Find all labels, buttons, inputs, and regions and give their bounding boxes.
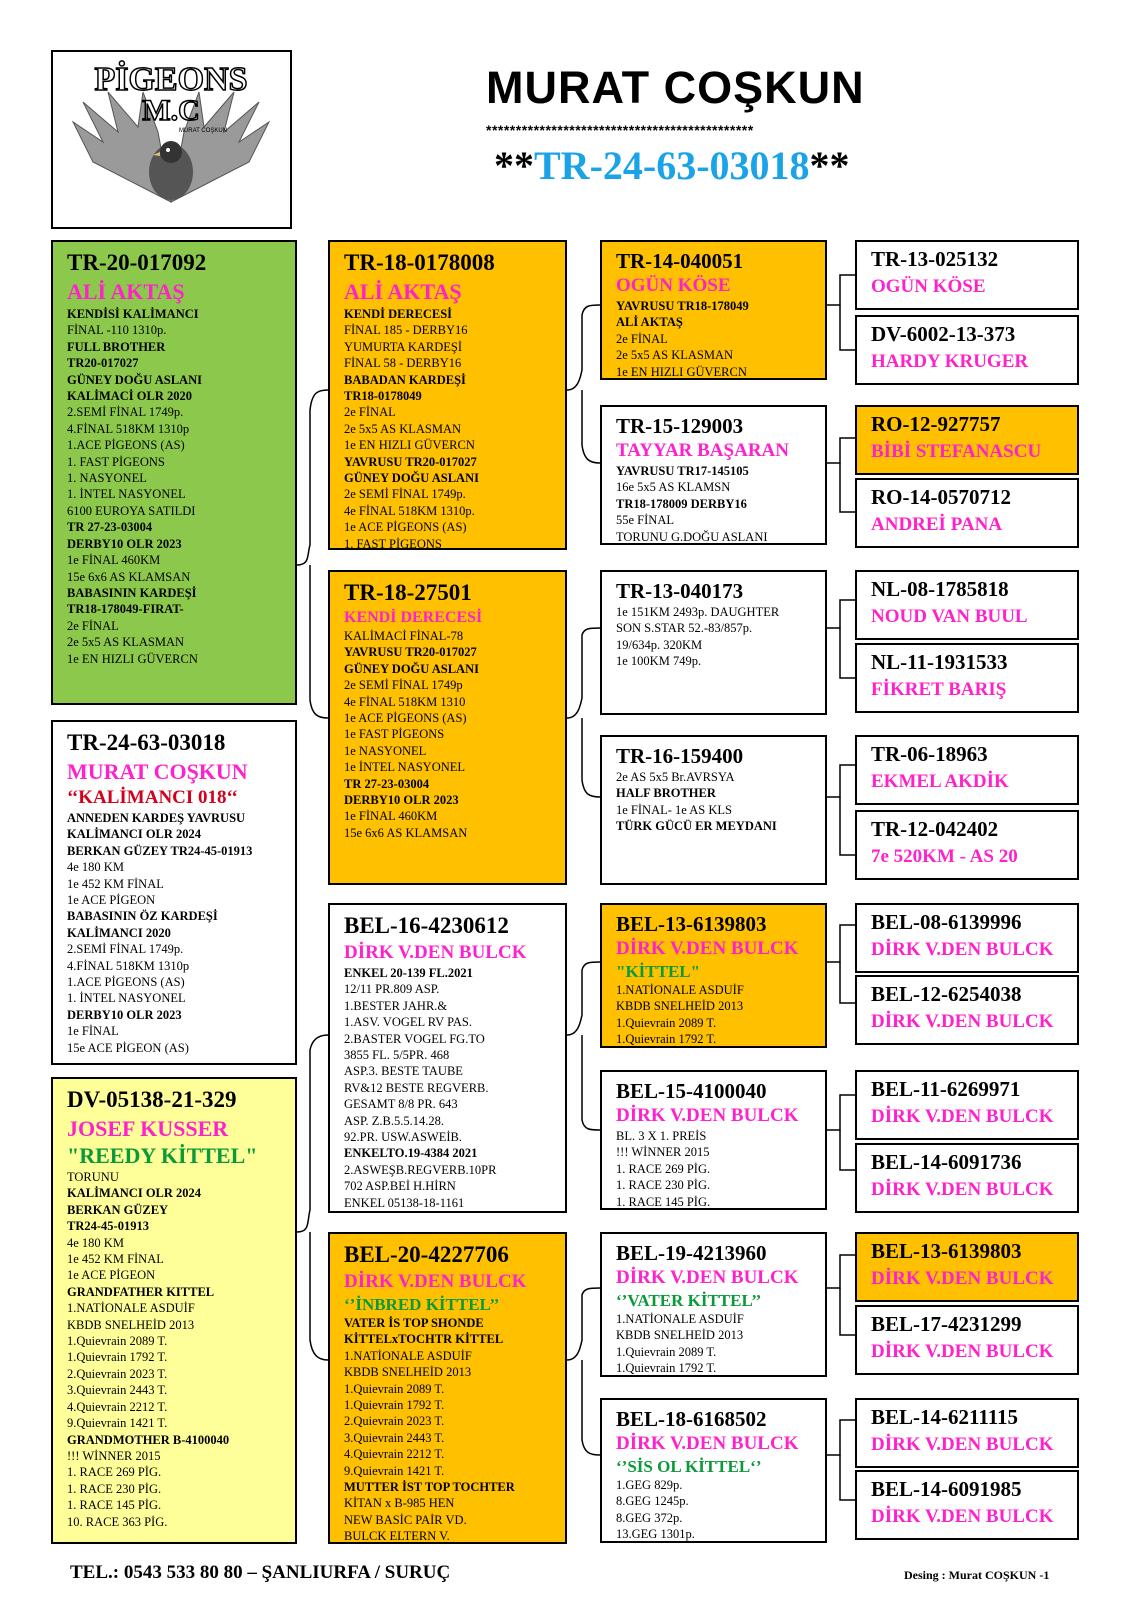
- dam-ring: DV-05138-21-329: [67, 1087, 237, 1112]
- logo-title-2: M.C: [142, 94, 200, 127]
- gen2-note-line: 702 ASP.BEİ H.HİRN: [344, 1179, 456, 1194]
- dam-note-line: BERKAN GÜZEY: [67, 1202, 169, 1217]
- gen3-note-line: HALF BROTHER: [616, 786, 716, 801]
- subject-note-line: BABASININ ÖZ KARDEŞİ: [67, 909, 218, 924]
- footer-credit: Desing : Murat COŞKUN -1: [904, 1568, 1050, 1582]
- gen3-note-line: 1.Quievrain 1792 T.: [616, 1032, 717, 1047]
- gen3-owner: DİRK V.DEN BULCK: [616, 1105, 799, 1126]
- subject-note-line: KALİMANCI OLR 2024: [67, 827, 202, 842]
- gen2-note-line: FİNAL 58 - DERBY16: [344, 356, 462, 371]
- gen3-ring: TR-15-129003: [616, 414, 744, 438]
- gen3-note-line: 1e EN HIZLI GÜVERCN: [616, 364, 747, 379]
- subject-note-line: 2.SEMİ FİNAL 1749p.: [67, 942, 184, 957]
- gen2-owner: DİRK V.DEN BULCK: [344, 942, 527, 963]
- gen3-note-line: 13.GEG 1301p.: [616, 1527, 695, 1542]
- dam-note-line: 4e 180 KM: [67, 1235, 124, 1250]
- gen3-note-line: 1. RACE 230 PİG.: [616, 1178, 711, 1193]
- gen3-card-1: [600, 240, 827, 380]
- gen2-note-line: 2e SEMİ FİNAL 1749p.: [344, 487, 466, 502]
- dam-note-line: 1. RACE 145 PİG.: [67, 1498, 162, 1513]
- gen2-note-line: 1.NATİONALE ASDUİF: [344, 1348, 472, 1363]
- gen3-note-line: TÜRK GÜCÜ ER MEYDANI: [616, 819, 777, 834]
- gen2-ring: TR-18-27501: [344, 580, 472, 605]
- dam-note-line: KALİMANCI OLR 2024: [67, 1186, 202, 1201]
- subject-ring-number: [494, 142, 850, 189]
- gen4-ring: RO-14-0570712: [871, 485, 1011, 509]
- gen3-notes: [616, 769, 815, 835]
- dam-note-line: 10. RACE 363 PİG.: [67, 1514, 168, 1529]
- sire-note-line: KENDİSİ KALİMANCI: [67, 307, 199, 321]
- subject-note-line: 4.FİNAL 518KM 1310p: [67, 958, 190, 973]
- gen4-owner: NOUD VAN BUUL: [871, 606, 1028, 627]
- gen4-ring: BEL-13-6139803: [871, 1239, 1022, 1263]
- gen4-ring: TR-12-042402: [871, 817, 999, 841]
- sire-note-line: 2.SEMİ FİNAL 1749p.: [67, 405, 184, 420]
- gen3-card-4: [600, 735, 827, 885]
- dam-note-line: TORUNU: [67, 1170, 119, 1184]
- gen4-owner: DİRK V.DEN BULCK: [871, 1179, 1054, 1200]
- gen2-note-line: 1e EN HIZLI GÜVERCN: [344, 438, 475, 453]
- gen2-note-line: BABADAN KARDEŞİ: [344, 372, 466, 387]
- gen2-note-line: 9.Quievrain 1421 T.: [344, 1463, 445, 1478]
- dam-note-line: 4.Quievrain 2212 T.: [67, 1399, 168, 1414]
- gen2-card-1: [328, 240, 567, 550]
- gen2-note-line: 4e FİNAL 518KM 1310: [344, 694, 466, 709]
- gen3-note-line: TR18-178009 DERBY16: [616, 496, 747, 511]
- gen2-note-line: 3855 FL. 5/5PR. 468: [344, 1048, 450, 1063]
- gen4-owner: 7e 520KM - AS 20: [871, 846, 1018, 867]
- gen2-note-line: GÜNEY DOĞU ASLANI: [344, 471, 479, 486]
- gen4-card: [855, 903, 1079, 973]
- sire-note-line: 1e FİNAL 460KM: [67, 553, 161, 568]
- dam-notes: [67, 1169, 285, 1530]
- gen2-ring: BEL-16-4230612: [344, 913, 509, 938]
- dam-note-line: 1.Quievrain 2089 T.: [67, 1334, 168, 1349]
- gen2-ring: TR-18-0178008: [344, 250, 495, 275]
- gen4-owner: DİRK V.DEN BULCK: [871, 1268, 1054, 1289]
- subject-notes: [67, 810, 285, 1056]
- gen2-note-line: 4e FİNAL 518KM 1310p.: [344, 503, 475, 518]
- gen4-card: [855, 735, 1079, 805]
- subject-note-line: DERBY10 OLR 2023: [67, 1007, 182, 1022]
- dam-nickname: "REEDY KİTTEL": [67, 1143, 258, 1168]
- sire-note-line: DERBY10 OLR 2023: [67, 536, 182, 551]
- page-title: MURAT COŞKUN: [486, 62, 865, 113]
- logo-title-1: PİGEONS: [94, 61, 248, 98]
- gen3-note-line: SON S.STAR 52.-83/857p.: [616, 621, 753, 636]
- gen4-ring: BEL-14-6091985: [871, 1477, 1022, 1501]
- sire-note-line: 15e 6x6 AS KLAMSAN: [67, 569, 191, 584]
- gen4-ring: NL-08-1785818: [871, 577, 1009, 601]
- gen3-card-5: [600, 903, 827, 1048]
- gen2-note-line: GESAMT 8/8 PR. 643: [344, 1097, 458, 1112]
- gen4-ring: RO-12-927757: [871, 412, 1001, 436]
- gen4-ring: BEL-11-6269971: [871, 1077, 1021, 1101]
- sire-note-line: 1. İNTEL NASYONEL: [67, 487, 186, 502]
- dam-note-line: 2.Quievrain 2023 T.: [67, 1366, 168, 1381]
- dam-note-line: KBDB SNELHEİD 2013: [67, 1317, 195, 1332]
- dam-note-line: 1.Quievrain 1792 T.: [67, 1350, 168, 1365]
- dam-owner: JOSEF KUSSER: [67, 1116, 229, 1141]
- sire-card: [51, 240, 297, 705]
- gen3-card-3: [600, 570, 827, 715]
- gen4-owner: FİKRET BARIŞ: [871, 679, 1007, 700]
- gen3-notes: [616, 982, 815, 1048]
- gen2-note-line: KALİMACİ FİNAL-78: [344, 629, 464, 643]
- gen3-owner: DİRK V.DEN BULCK: [616, 1267, 799, 1288]
- sire-note-line: 1e EN HIZLI GÜVERCN: [67, 651, 198, 666]
- gen2-note-line: 3.Quievrain 2443 T.: [344, 1430, 445, 1445]
- footer-contact: TEL.: 0543 533 80 80 – ŞANLIURFA / SURUÇ: [70, 1562, 451, 1583]
- gen4-card: [855, 240, 1079, 310]
- subject-owner: MURAT COŞKUN: [67, 759, 248, 784]
- logo-subtitle: MURAT COŞKUN: [178, 128, 228, 134]
- gen2-card-2: [328, 570, 567, 885]
- sire-notes: [67, 306, 285, 667]
- sire-note-line: TR18-178049-FIRAT-: [67, 602, 184, 617]
- gen3-note-line: TORUNU G.DOĞU ASLANI: [616, 529, 768, 544]
- sire-ring: TR-20-017092: [67, 250, 207, 275]
- gen2-note-line: FİNAL 185 - DERBY16: [344, 323, 468, 338]
- gen3-card-6: [600, 1070, 827, 1210]
- logo: [51, 50, 292, 229]
- gen3-note-line: 1e FİNAL- 1e AS KLS: [616, 802, 732, 817]
- gen2-note-line: 1e ACE PİGEONS (AS): [344, 711, 467, 726]
- gen4-ring: BEL-17-4231299: [871, 1312, 1022, 1336]
- gen4-owner: HARDY KRUGER: [871, 351, 1029, 372]
- gen4-ring: TR-06-18963: [871, 742, 988, 766]
- gen2-note-line: 2.BASTER VOGEL FG.TO: [344, 1031, 485, 1046]
- gen3-nickname: "KİTTEL": [616, 962, 701, 981]
- sire-owner: ALİ AKTAŞ: [67, 279, 185, 304]
- gen4-ring: NL-11-1931533: [871, 650, 1008, 674]
- gen3-note-line: KBDB SNELHEİD 2013: [616, 999, 744, 1014]
- gen4-ring: BEL-14-6211115: [871, 1405, 1019, 1429]
- gen4-card: [855, 1305, 1079, 1375]
- gen4-card: [855, 1470, 1079, 1540]
- ring-suffix: **: [809, 143, 850, 188]
- gen2-note-line: ASP. Z.B.5.5.14.28.: [344, 1113, 445, 1128]
- gen3-notes: [616, 604, 815, 670]
- gen4-owner: DİRK V.DEN BULCK: [871, 1434, 1054, 1455]
- subject-note-line: ANNEDEN KARDEŞ YAVRUSU: [67, 811, 246, 825]
- gen3-note-line: YAVRUSU TR17-145105: [616, 464, 749, 478]
- gen3-note-line: 1. RACE 269 PİG.: [616, 1161, 711, 1176]
- gen2-note-line: 2e SEMİ FİNAL 1749p: [344, 678, 463, 693]
- sire-note-line: 6100 EUROYA SATILDI: [67, 503, 196, 518]
- gen4-ring: BEL-14-6091736: [871, 1150, 1022, 1174]
- gen3-note-line: 1.Quievrain 1792 T.: [616, 1361, 717, 1376]
- gen3-note-line: 1.Quievrain 2089 T.: [616, 1344, 717, 1359]
- gen3-note-line: 55e FİNAL: [616, 513, 674, 528]
- gen2-note-line: 4.Quievrain 2212 T.: [344, 1447, 445, 1462]
- gen2-note-line: KİTTELxTOCHTR KİTTEL: [344, 1332, 504, 1347]
- subject-note-line: BERKAN GÜZEY TR24-45-01913: [67, 843, 253, 858]
- gen3-nickname: ‘’VATER KİTTEL’’: [616, 1291, 762, 1310]
- gen2-note-line: 2.Quievrain 2023 T.: [344, 1414, 445, 1429]
- gen4-owner: DİRK V.DEN BULCK: [871, 1506, 1054, 1527]
- gen3-note-line: 2e AS 5x5 Br.AVRSYA: [616, 770, 735, 784]
- gen3-note-line: YAVRUSU TR18-178049: [616, 299, 749, 313]
- sire-note-line: FİNAL -110 1310p.: [67, 323, 167, 338]
- gen2-note-line: MUTTER İST TOP TOCHTER: [344, 1480, 515, 1495]
- dam-note-line: 1e ACE PİGEON: [67, 1268, 156, 1283]
- gen2-note-line: 2e 5x5 AS KLASMAN: [344, 421, 462, 436]
- dam-card: [51, 1077, 297, 1544]
- gen2-note-line: 2e FİNAL: [344, 405, 396, 420]
- gen4-ring: TR-13-025132: [871, 247, 999, 271]
- gen2-note-line: 2.ASWEŞB.REGVERB.10PR: [344, 1162, 497, 1177]
- gen4-card: [855, 1070, 1079, 1140]
- sire-note-line: TR20-017027: [67, 356, 139, 371]
- gen2-note-line: 12/11 PR.809 ASP.: [344, 982, 440, 997]
- gen3-notes: [616, 1477, 815, 1543]
- gen2-notes: [344, 628, 555, 841]
- gen2-nickname: ‘’İNBRED KİTTEL’’: [344, 1295, 500, 1314]
- gen2-note-line: DERBY10 OLR 2023: [344, 793, 459, 808]
- gen3-nickname: ‘’SİS OL KİTTEL‘’: [616, 1457, 762, 1476]
- gen3-note-line: 8.GEG 372p.: [616, 1510, 683, 1525]
- gen4-card: [855, 478, 1079, 548]
- gen4-ring: DV-6002-13-373: [871, 322, 1016, 346]
- pigeon-wings-logo-icon: [53, 52, 290, 227]
- gen3-ring: TR-16-159400: [616, 744, 744, 768]
- gen2-note-line: KİTAN x B-985 HEN: [344, 1496, 455, 1511]
- dam-note-line: 1.NATİONALE ASDUİF: [67, 1301, 195, 1316]
- title-divider: *********************************************: [486, 122, 754, 138]
- gen4-card: [855, 975, 1079, 1045]
- gen2-note-line: KBDB SNELHEİD 2013: [344, 1365, 472, 1380]
- gen3-owner: OGÜN KÖSE: [616, 275, 731, 296]
- subject-note-line: 15e ACE PİGEON (AS): [67, 1040, 189, 1055]
- subject-nickname: ‘‘KALİMANCI 018‘‘: [67, 787, 238, 808]
- dam-note-line: !!! WİNNER 2015: [67, 1448, 161, 1463]
- sire-note-line: TR 27-23-03004: [67, 520, 153, 535]
- sire-note-line: BABASININ KARDEŞİ: [67, 585, 197, 600]
- gen3-notes: [616, 463, 815, 545]
- gen2-note-line: ENKELTO.19-4384 2021: [344, 1146, 478, 1161]
- gen4-owner: DİRK V.DEN BULCK: [871, 939, 1054, 960]
- gen4-owner: DİRK V.DEN BULCK: [871, 1341, 1054, 1362]
- subject-note-line: 1.ACE PİGEONS (AS): [67, 975, 185, 990]
- gen3-ring: BEL-18-6168502: [616, 1407, 767, 1431]
- sire-note-line: 1. FAST PİGEONS: [67, 454, 165, 469]
- gen4-owner: DİRK V.DEN BULCK: [871, 1011, 1054, 1032]
- gen2-note-line: GÜNEY DOĞU ASLANI: [344, 661, 479, 676]
- gen2-owner: ALİ AKTAŞ: [344, 279, 462, 304]
- gen2-note-line: 1.ASV. VOGEL RV PAS.: [344, 1015, 472, 1030]
- dam-note-line: 9.Quievrain 1421 T.: [67, 1416, 168, 1431]
- gen3-notes: [616, 298, 815, 380]
- sire-note-line: 2e 5x5 AS KLASMAN: [67, 635, 185, 650]
- gen2-note-line: ENKEL 05138-18-1161: [344, 1195, 465, 1210]
- gen3-note-line: 8.GEG 1245p.: [616, 1494, 689, 1509]
- gen3-note-line: 1.GEG 829p.: [616, 1478, 683, 1492]
- subject-note-line: KALİMANCI 2020: [67, 925, 171, 940]
- gen2-ring: BEL-20-4227706: [344, 1242, 509, 1267]
- gen3-note-line: BL. 3 X 1. PREİS: [616, 1129, 707, 1143]
- gen2-note-line: 1e NASYONEL: [344, 743, 427, 758]
- gen3-note-line: 19/634p. 320KM: [616, 637, 703, 652]
- gen3-ring: BEL-15-4100040: [616, 1079, 767, 1103]
- gen2-note-line: TR18-0178049: [344, 389, 422, 404]
- gen3-ring: BEL-13-6139803: [616, 912, 767, 936]
- gen3-note-line: 1. RACE 145 PİG.: [616, 1194, 711, 1209]
- gen3-card-7: [600, 1232, 827, 1377]
- gen2-note-line: YAVRUSU TR20-017027: [344, 454, 477, 469]
- gen2-note-line: ENKEL 20-139 FL.2021: [344, 966, 473, 980]
- ring-value: TR-24-63-03018: [534, 143, 810, 188]
- gen2-notes: [344, 965, 555, 1211]
- gen3-note-line: ALİ AKTAŞ: [616, 315, 683, 330]
- gen2-note-line: 92.PR. USW.ASWEİB.: [344, 1130, 462, 1145]
- sire-note-line: FULL BROTHER: [67, 339, 166, 354]
- gen4-card: [855, 315, 1079, 385]
- gen4-card: [855, 405, 1079, 475]
- gen2-note-line: 1e FAST PİGEONS: [344, 727, 445, 742]
- gen4-ring: BEL-12-6254038: [871, 982, 1022, 1006]
- gen2-owner: DİRK V.DEN BULCK: [344, 1271, 527, 1292]
- gen2-note-line: BULCK ELTERN V.: [344, 1529, 450, 1544]
- dam-note-line: 1. RACE 230 PİG.: [67, 1481, 162, 1496]
- gen2-note-line: 1.Quievrain 1792 T.: [344, 1398, 445, 1413]
- gen3-note-line: 2e FİNAL: [616, 331, 668, 346]
- gen3-note-line: 1.Quievrain 2089 T.: [616, 1015, 717, 1030]
- gen4-owner: ANDREİ PANA: [871, 514, 1003, 535]
- gen4-owner: DİRK V.DEN BULCK: [871, 1106, 1054, 1127]
- gen2-note-line: TR 27-23-03004: [344, 776, 430, 791]
- gen2-note-line: YAVRUSU TR20-017027: [344, 645, 477, 660]
- gen2-note-line: 1.BESTER JAHR.&: [344, 998, 448, 1013]
- gen2-note-line: ASP.3. BESTE TAUBE: [344, 1064, 463, 1079]
- subject-note-line: 1e 452 KM FİNAL: [67, 876, 164, 891]
- gen4-card: [855, 643, 1079, 713]
- subject-note-line: 1. İNTEL NASYONEL: [67, 991, 186, 1006]
- gen3-note-line: 16e 5x5 AS KLAMSN: [616, 480, 731, 495]
- gen3-card-8: [600, 1398, 827, 1543]
- gen2-note-line: KENDİ DERECESİ: [344, 307, 453, 321]
- gen4-card: [855, 810, 1079, 880]
- gen3-note-line: 1.NATİONALE ASDUİF: [616, 983, 744, 997]
- gen3-note-line: !!! WİNNER 2015: [616, 1145, 710, 1160]
- gen4-card: [855, 1232, 1079, 1302]
- subject-card: [51, 720, 297, 1065]
- gen3-notes: [616, 1311, 815, 1377]
- gen2-note-line: 1. FAST PİGEONS: [344, 536, 442, 550]
- sire-note-line: 4.FİNAL 518KM 1310p: [67, 421, 190, 436]
- gen3-notes: [616, 1128, 815, 1210]
- gen2-note-line: 1e ACE PİGEONS (AS): [344, 520, 467, 535]
- gen3-card-2: [600, 405, 827, 545]
- gen4-ring: BEL-08-6139996: [871, 910, 1022, 934]
- sire-note-line: KALİMACİ OLR 2020: [67, 389, 193, 404]
- gen4-owner: EKMEL AKDİK: [871, 771, 1009, 792]
- sire-note-line: 1.ACE PİGEONS (AS): [67, 438, 185, 453]
- gen3-ring: BEL-19-4213960: [616, 1241, 767, 1265]
- dam-note-line: GRANDMOTHER B-4100040: [67, 1432, 230, 1447]
- gen2-note-line: 1e İNTEL NASYONEL: [344, 760, 466, 775]
- dam-note-line: 1e 452 KM FİNAL: [67, 1252, 164, 1267]
- subject-note-line: 1e ACE PİGEON: [67, 893, 156, 908]
- gen2-note-line: RV&12 BESTE REGVERB.: [344, 1080, 489, 1095]
- dam-note-line: 3.Quievrain 2443 T.: [67, 1383, 168, 1398]
- gen2-notes: [344, 1315, 555, 1544]
- sire-note-line: 2e FİNAL: [67, 618, 119, 633]
- gen3-note-line: 1e 151KM 2493p. DAUGHTER: [616, 605, 780, 619]
- gen3-ring: TR-13-040173: [616, 579, 744, 603]
- subject-note-line: 1e FİNAL: [67, 1024, 119, 1039]
- gen3-owner: DİRK V.DEN BULCK: [616, 938, 799, 959]
- gen3-note-line: 1.NATİONALE ASDUİF: [616, 1312, 744, 1326]
- dam-note-line: 1. RACE 269 PİG.: [67, 1465, 162, 1480]
- sire-note-line: GÜNEY DOĞU ASLANI: [67, 372, 202, 387]
- gen4-card: [855, 570, 1079, 640]
- gen2-owner: KENDİ DERECESİ: [344, 609, 483, 626]
- gen3-owner: DİRK V.DEN BULCK: [616, 1433, 799, 1454]
- gen4-card: [855, 1143, 1079, 1213]
- dam-note-line: TR24-45-01913: [67, 1219, 149, 1234]
- gen4-owner: BİBİ STEFANASCU: [871, 441, 1042, 462]
- gen2-note-line: 1e FİNAL 460KM: [344, 809, 438, 824]
- sire-note-line: 1. NASYONEL: [67, 471, 147, 486]
- gen3-note-line: 1e 100KM 749p.: [616, 654, 702, 669]
- subject-note-line: 4e 180 KM: [67, 860, 124, 875]
- subject-ring: TR-24-63-03018: [67, 730, 226, 755]
- gen2-note-line: 15e 6x6 AS KLAMSAN: [344, 825, 468, 840]
- gen2-note-line: 1.Quievrain 2089 T.: [344, 1381, 445, 1396]
- gen4-owner: OGÜN KÖSE: [871, 276, 986, 297]
- gen2-notes: [344, 306, 555, 550]
- gen4-card: [855, 1398, 1079, 1468]
- gen3-note-line: 2e 5x5 AS KLASMAN: [616, 348, 734, 363]
- gen3-owner: TAYYAR BAŞARAN: [616, 440, 789, 461]
- dam-note-line: GRANDFATHER KITTEL: [67, 1284, 215, 1299]
- gen2-card-3: [328, 903, 567, 1213]
- gen2-note-line: NEW BASİC PAİR VD.: [344, 1512, 467, 1527]
- gen2-card-4: [328, 1232, 567, 1544]
- gen3-ring: TR-14-040051: [616, 249, 744, 273]
- ring-prefix: **: [494, 143, 534, 188]
- gen2-note-line: YUMURTA KARDEŞİ: [344, 339, 463, 354]
- gen2-note-line: VATER İS TOP SHONDE: [344, 1316, 484, 1330]
- gen3-note-line: KBDB SNELHEİD 2013: [616, 1328, 744, 1343]
